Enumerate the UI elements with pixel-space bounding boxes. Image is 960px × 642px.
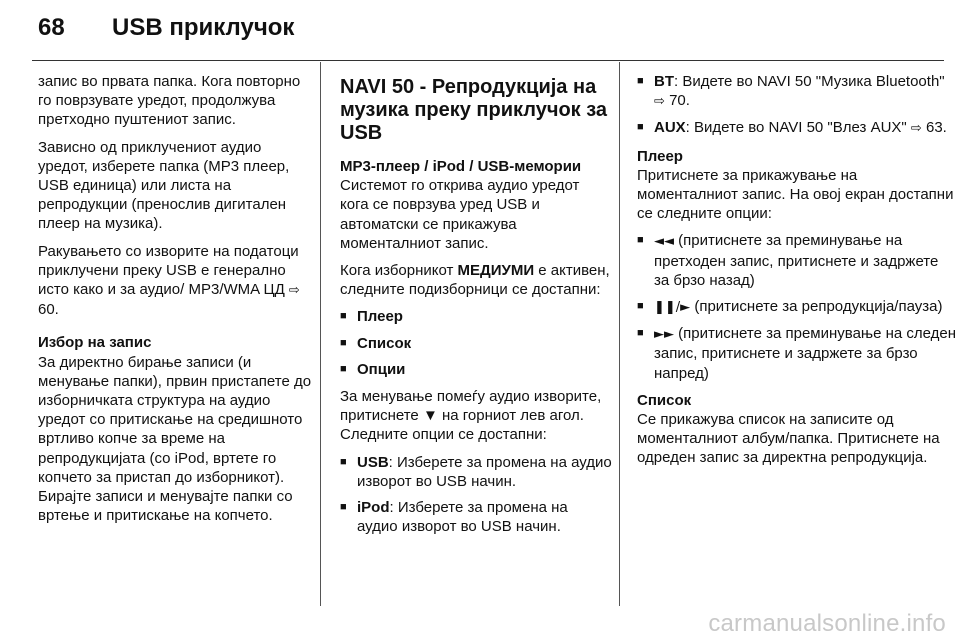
paragraph-switch-source: За менување помеѓу аудио изворите, притиснете ▼ на горниот лев агол. Следните опции се достапни:	[340, 388, 602, 444]
list-item-usb: ■ USB: Изберете за промена на аудио изворот во USB начин.	[340, 453, 612, 491]
paragraph-device-folder: Зависно од приклучениот аудио уредот, изберете папка (MP3 плеер, USB единица) или листа на репродукции (преносли​в дигитален плеер на музика).	[38, 138, 290, 233]
list-item-play-pause: ■ ❚❚/► (притиснете за репродукција/пауза)	[637, 297, 957, 317]
paragraph-list: Се прикажува список на записите од моменталниот албум/папка. Притиснете на одреден запис за директна репродукција.	[637, 411, 940, 467]
list-item-options: ■ Опции	[340, 360, 612, 379]
page-ref-link[interactable]: 63.	[925, 119, 947, 137]
list-item-bt: ■ BT: Видете во NAVI 50 "Музика Bluetooth" ⇨ 70.	[637, 72, 957, 111]
page-title: USB приклучок	[112, 14, 295, 41]
paragraph-detect: Системот го открива аудио уредот кога се поврзува уред USB и автоматски се прикажува моменталниот запис.	[340, 177, 580, 252]
play-pause-icon: ❚❚/►	[654, 300, 691, 316]
paragraph-player: Притиснете за прикажување на моменталниот запис. На овој екран достапни се следните опции:	[637, 166, 954, 223]
media-menu-label: МЕДИУМИ	[457, 262, 535, 280]
heading-devices: MP3-плеер / iPod / USB-мемории	[340, 158, 582, 175]
page-header	[0, 0, 960, 58]
list-item-prev: ■ ◄◄ (притиснете за преминување на претходен запис, притиснете и задржете за брзо назад)	[637, 231, 957, 290]
page-ref-link[interactable]: 60.	[38, 301, 59, 319]
source-options-list	[340, 453, 612, 537]
down-arrow-icon: ▼	[422, 407, 438, 425]
list-item-player: ■ Плеер	[340, 307, 612, 326]
paragraph-select-track: За директно бирање записи (и менување папки), првин пристапете до изборничката структура на аудио уредот со притискање на средишното вртливо копче за време на репродукцијата (со iPod, вртете го копчето за пристап до изборникот). Бирајте записи и менувајте папки со вртење и притискање на копчето.	[38, 353, 312, 525]
submenu-list	[340, 307, 612, 379]
column-right	[637, 72, 957, 476]
page-number: 68	[38, 14, 65, 41]
rewind-icon: ◄◄	[654, 234, 674, 250]
column-divider-2	[619, 62, 620, 606]
column-left	[38, 72, 314, 533]
paragraph-media-menu: Кога изборникот МЕДИУМИ е активен, следните подизборници се достапни:	[340, 262, 610, 299]
heading-select-track: Избор на запис	[38, 334, 152, 352]
list-item-ipod: ■ iPod: Изберете за промена на аудио изворот во USB начин.	[340, 498, 612, 536]
column-middle	[340, 72, 612, 544]
list-item-aux: ■ AUX: Видете во NAVI 50 "Влез AUX" ⇨ 63.	[637, 118, 957, 138]
source-options-list-cont	[637, 72, 957, 139]
fast-forward-icon: ►►	[654, 327, 674, 343]
section-heading-navi50: NAVI 50 - Репродукција на музика преку приклучок за USB	[340, 76, 608, 144]
paragraph-operation	[38, 242, 314, 320]
list-item-list: ■ Список	[340, 334, 612, 353]
player-controls-list	[637, 231, 957, 382]
page-ref-link[interactable]: 70.	[669, 92, 690, 110]
page-ref-icon: ⇨	[288, 283, 300, 299]
watermark: carmanualsonline.info	[708, 610, 946, 637]
page-ref-icon: ⇨	[654, 94, 665, 110]
column-divider-1	[320, 62, 321, 606]
header-rule	[32, 60, 944, 61]
heading-list: Список	[637, 391, 692, 409]
heading-player: Плеер	[637, 147, 683, 165]
list-item-next: ■ ►► (притиснете за преминување на следен запис, притиснете и задржете за брзо напред)	[637, 324, 957, 383]
page-ref-icon: ⇨	[910, 121, 922, 137]
paragraph-continue: запис во првата папка. Кога повторно го поврзувате уредот, продолжува претходно пуштениот запис.	[38, 73, 301, 129]
operation-text: Ракувањето со изворите на податоци приклучени преку USB е генерално исто како и за аудио/ MP3/WMA ЦД	[38, 242, 299, 299]
